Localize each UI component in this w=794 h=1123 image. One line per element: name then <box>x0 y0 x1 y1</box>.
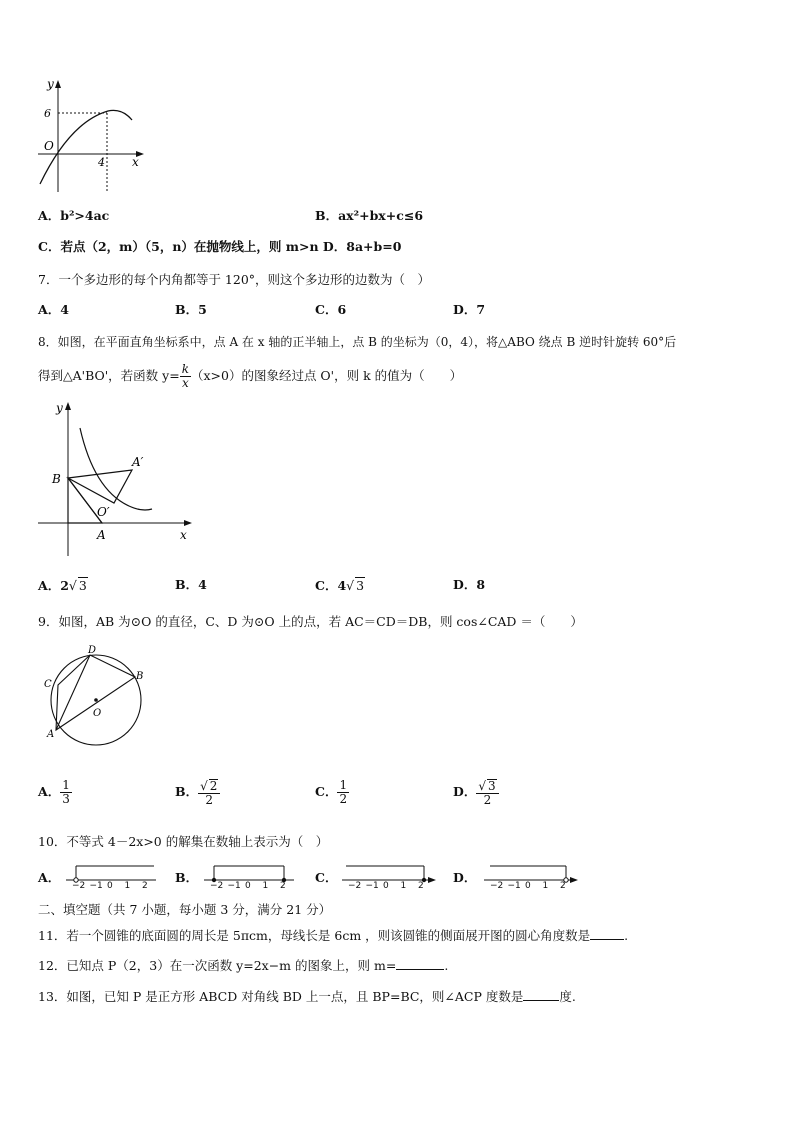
q9-label-A: A <box>47 729 55 740</box>
x-axis-label: x <box>132 155 139 169</box>
q9-option-c <box>315 772 349 812</box>
q10-option-d-label: D． <box>453 870 477 885</box>
q10-b-tick-label: −1 <box>227 881 241 891</box>
q9-label-C: C <box>44 679 52 690</box>
q11-answer-blank[interactable] <box>590 939 624 940</box>
q10-stem: 10．不等式 4－2x>0 的解集在数轴上表示为（ ） <box>38 834 329 849</box>
q8-stem-line2-after: （x>0）的图象经过点 O'，则 k 的值为（ ） <box>190 368 463 383</box>
q9-option-b-den: 2 <box>205 792 214 807</box>
q7-option-a: A．4 <box>38 302 69 317</box>
q8-stem-line1: 8．如图，在平面直角坐标系中，点 A 在 x 轴的正半轴上，点 B 的坐标为（0，4），将△ABO 绕点 B 逆时针旋转 60°后 <box>38 335 677 349</box>
q12-text: 12．已知点 P（2，3）在一次函数 y=2x−m 的图象上，则 m= <box>38 958 397 973</box>
section2-title: 二、填空题（共 7 小题，每小题 3 分，满分 21 分） <box>38 902 332 917</box>
q8-hyperbola <box>80 428 152 510</box>
q10-c-tick-label: −2 <box>348 881 362 891</box>
q9-option-b-label: B． <box>175 784 199 799</box>
q7-stem: 7．一个多边形的每个内角都等于 120°，则这个多边形的边数为（ ） <box>38 272 431 287</box>
q8-y-axis-arrow <box>65 402 71 410</box>
y-axis-label: y <box>47 77 54 91</box>
q9-option-a-num: 1 <box>62 778 70 792</box>
q8-option-c: C．4√ 3 <box>315 578 365 593</box>
q7-option-c: C．6 <box>315 302 347 317</box>
q8-fraction-den: x <box>181 376 189 390</box>
q10-d-tick-label: 2 <box>560 881 566 891</box>
q12-answer-blank[interactable] <box>396 969 444 970</box>
q9-label-B: B <box>136 671 144 682</box>
q10-c-tick-label: 0 <box>383 881 389 891</box>
q8-label-x: x <box>180 528 187 542</box>
q12 <box>38 958 448 974</box>
q10-d-tick-label: −2 <box>490 881 504 891</box>
q8-option-d: D．8 <box>453 577 486 592</box>
q10-b-tick-label: −2 <box>210 881 224 891</box>
q10-d-tick-label: 0 <box>525 881 531 891</box>
q8-label-A-prime: A′ <box>132 455 144 469</box>
q10-c-tick-label: −1 <box>365 881 379 891</box>
q8-option-c-radicand: 3 <box>356 578 365 593</box>
q13-end: 度. <box>559 989 576 1004</box>
q9-label-D: D <box>88 645 97 656</box>
q9-circle-figure <box>38 644 148 748</box>
q13 <box>38 989 576 1005</box>
q9-option-d: D． $\frac{√ 3}{2}$ <box>453 772 499 812</box>
q8-option-a-prefix: A．2 <box>38 578 69 593</box>
q8-option-a: A．2√ 3 <box>38 578 87 593</box>
q9-option-b-num-radicand: 2 <box>209 778 218 793</box>
q10-d-tick-label: 1 <box>542 881 549 891</box>
q7-option-d: D．7 <box>453 302 486 317</box>
q13-text: 13．如图，已知 P 是正方形 ABCD 对角线 BD 上一点，且 BP=BC，则∠ACP 度数是 <box>38 989 524 1004</box>
q7-option-b: B．5 <box>175 302 207 317</box>
q10-c-tick-label: 1 <box>400 881 407 891</box>
q9-option-d-label: D． <box>453 784 477 799</box>
q12-end: . <box>444 958 449 973</box>
q8-stem-line2 <box>38 358 462 394</box>
q8-fraction-num: k <box>181 362 189 376</box>
q10-option-a-label: A． <box>38 870 61 885</box>
q10-d-tick-label: −1 <box>507 881 521 891</box>
x-tick-4: 4 <box>98 156 105 169</box>
q10-a-tick-label: 1 <box>124 881 131 891</box>
q9-option-a-label: A． <box>38 784 61 799</box>
q10-c-tick-label: 2 <box>418 881 424 891</box>
q8-figure <box>34 398 200 560</box>
q9-option-c-num: 1 <box>339 778 348 792</box>
q8-option-c-prefix: C．4 <box>315 578 347 593</box>
q8-triangle-A'BO' <box>68 470 132 503</box>
q13-answer-blank[interactable] <box>523 1000 559 1001</box>
q8-label-O-prime: O′ <box>97 505 110 519</box>
q10-b-tick-label: 0 <box>245 881 251 891</box>
y-tick-6: 6 <box>44 107 51 120</box>
q8-option-b: B．4 <box>175 577 207 592</box>
q9-option-a <box>38 772 72 812</box>
q8-stem-line2-before: 得到△A'BO'，若函数 y= <box>38 368 180 383</box>
q10-a-tick-label: 2 <box>142 881 148 891</box>
q6-option-b: B．ax²+bx+c≤6 <box>315 208 424 223</box>
q9-stem: 9．如图，AB 为⊙O 的直径，C、D 为⊙O 上的点，若 AC＝CD＝DB，则 cos∠CAD ＝（ ） <box>38 614 583 629</box>
q8-label-A: A <box>97 528 106 542</box>
y-axis-arrow <box>55 80 61 88</box>
q8-x-axis-arrow <box>184 520 192 526</box>
q6-option-a: A．b²>4ac <box>38 208 110 223</box>
q10-b-tick-label: 2 <box>280 881 286 891</box>
origin-label: O <box>44 139 54 153</box>
q11 <box>38 928 628 944</box>
q8-label-y: y <box>56 401 63 415</box>
q9-option-b: B． $\frac{√ 2}{2}$ <box>175 772 220 812</box>
q11-end: . <box>624 928 629 943</box>
q10-option-b-label: B． <box>175 870 199 885</box>
q9-center-point <box>94 698 98 702</box>
parabola-graph <box>30 72 150 194</box>
q8-label-B: B <box>52 472 61 486</box>
q8-fraction <box>180 363 191 390</box>
q6-option-c-d: C．若点（2，m）（5，n）在抛物线上，则 m>n D．8a+b=0 <box>38 239 402 254</box>
q8-option-a-radicand: 3 <box>78 578 87 593</box>
q9-label-O: O <box>93 708 102 719</box>
q11-text: 11．若一个圆锥的底面圆的周长是 5πcm，母线长是 6cm ，则该圆锥的侧面展开图的圆心角度数是 <box>38 928 591 943</box>
q10-option-c-label: C． <box>315 870 338 885</box>
q9-option-a-den: 3 <box>62 792 70 806</box>
q9-option-c-den: 2 <box>339 792 348 806</box>
q10-a-tick-label: −2 <box>72 881 86 891</box>
q9-option-d-den: 2 <box>483 792 492 807</box>
q10-a-tick-label: 0 <box>107 881 113 891</box>
q9-option-c-label: C． <box>315 784 338 799</box>
q9-option-d-num-radicand: 3 <box>488 778 496 793</box>
q10-b-tick-label: 1 <box>262 881 269 891</box>
q10-a-tick-label: −1 <box>89 881 103 891</box>
